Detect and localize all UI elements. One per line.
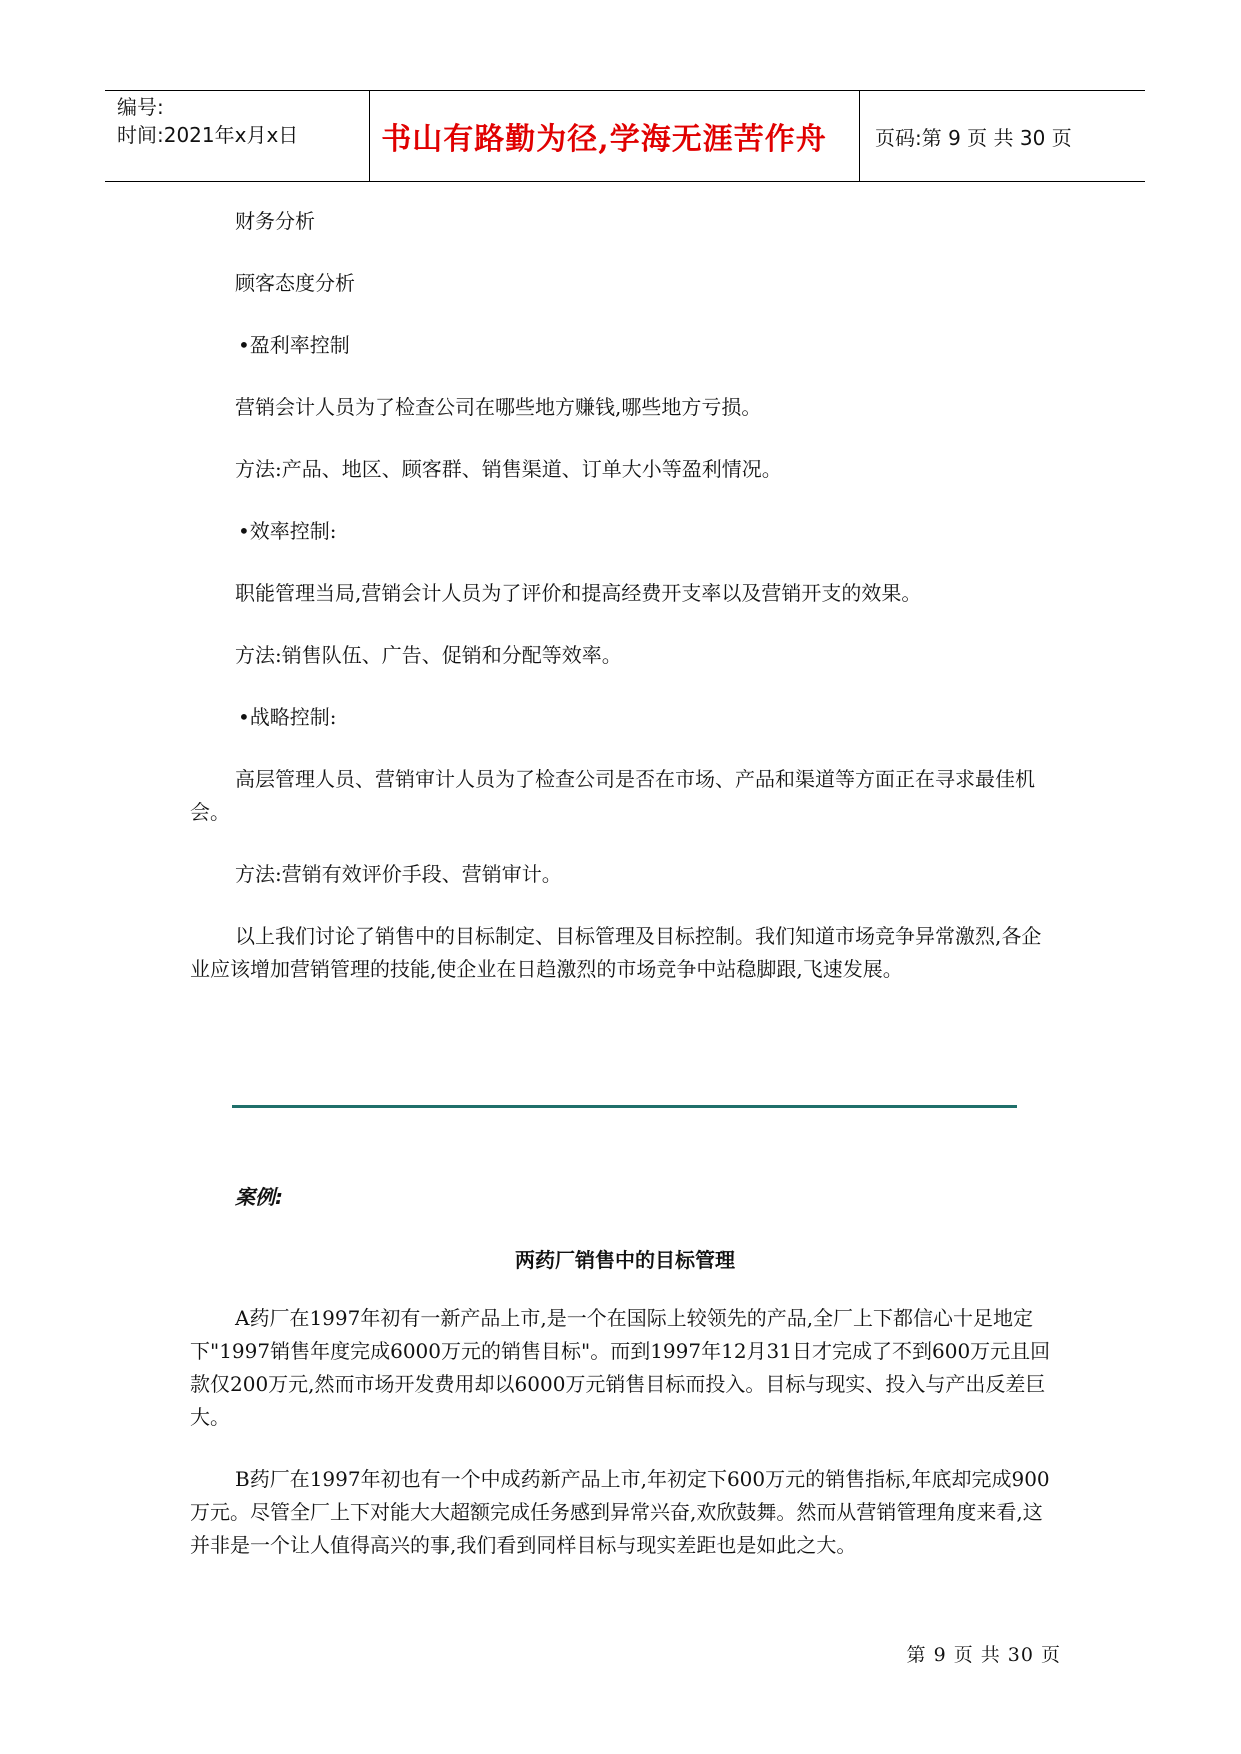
case-content	[190, 1302, 1060, 1591]
list-item: 方法:产品、地区、顾客群、销售渠道、订单大小等盈利情况。	[235, 457, 782, 481]
page-header	[105, 90, 1145, 182]
list-item: 方法:营销有效评价手段、营销审计。	[235, 862, 562, 886]
case-label: 案例:	[235, 1185, 283, 1209]
list-item: 财务分析	[235, 209, 315, 233]
list-item: 顾客态度分析	[235, 271, 355, 295]
header-motto: 书山有路勤为径,学海无涯苦作舟	[381, 122, 827, 157]
bullet-heading: •盈利率控制	[238, 333, 350, 357]
list-item: 职能管理当局,营销会计人员为了评价和提高经费开支率以及营销开支的效果。	[235, 581, 922, 605]
case-title: 两药厂销售中的目标管理	[515, 1248, 735, 1272]
case-paragraph: A药厂在1997年初有一新产品上市,是一个在国际上较领先的产品,全厂上下都信心十足地定下"1997销售年度完成6000万元的销售目标"。而到1997年12月31日才完成了不到600万元且回款仅200万元,然而市场开发费用却以6000万元销售目标而投入。目标与现实、投入与产出反差巨大。	[190, 1306, 1051, 1429]
header-page-number: 页码:第 9 页 共 30 页	[875, 125, 1072, 150]
bullet-heading: •战略控制:	[238, 705, 337, 729]
list-item: 营销会计人员为了检查公司在哪些地方赚钱,哪些地方亏损。	[235, 395, 762, 419]
document-time: 时间:2021年x月x日	[117, 123, 299, 147]
body-content	[190, 205, 1060, 1015]
document-number: 编号:	[117, 95, 164, 119]
bullet-heading: •效率控制:	[238, 519, 337, 543]
paragraph: 高层管理人员、营销审计人员为了检查公司是否在市场、产品和渠道等方面正在寻求最佳机会。	[190, 767, 1035, 824]
header-meta	[117, 91, 369, 181]
summary-paragraph: 以上我们讨论了销售中的目标制定、目标管理及目标控制。我们知道市场竞争异常激烈,各企业应该增加营销管理的技能,使企业在日趋激烈的市场竞争中站稳脚跟,飞速发展。	[190, 924, 1042, 981]
page-footer: 第 9 页 共 30 页	[906, 1644, 1061, 1666]
section-divider	[232, 1105, 1017, 1108]
case-paragraph: B药厂在1997年初也有一个中成药新产品上市,年初定下600万元的销售指标,年底却完成900万元。尽管全厂上下对能大大超额完成任务感到异常兴奋,欢欣鼓舞。然而从营销管理角度来看,这并非是一个让人值得高兴的事,我们看到同样目标与现实差距也是如此之大。	[190, 1467, 1050, 1557]
list-item: 方法:销售队伍、广告、促销和分配等效率。	[235, 643, 622, 667]
